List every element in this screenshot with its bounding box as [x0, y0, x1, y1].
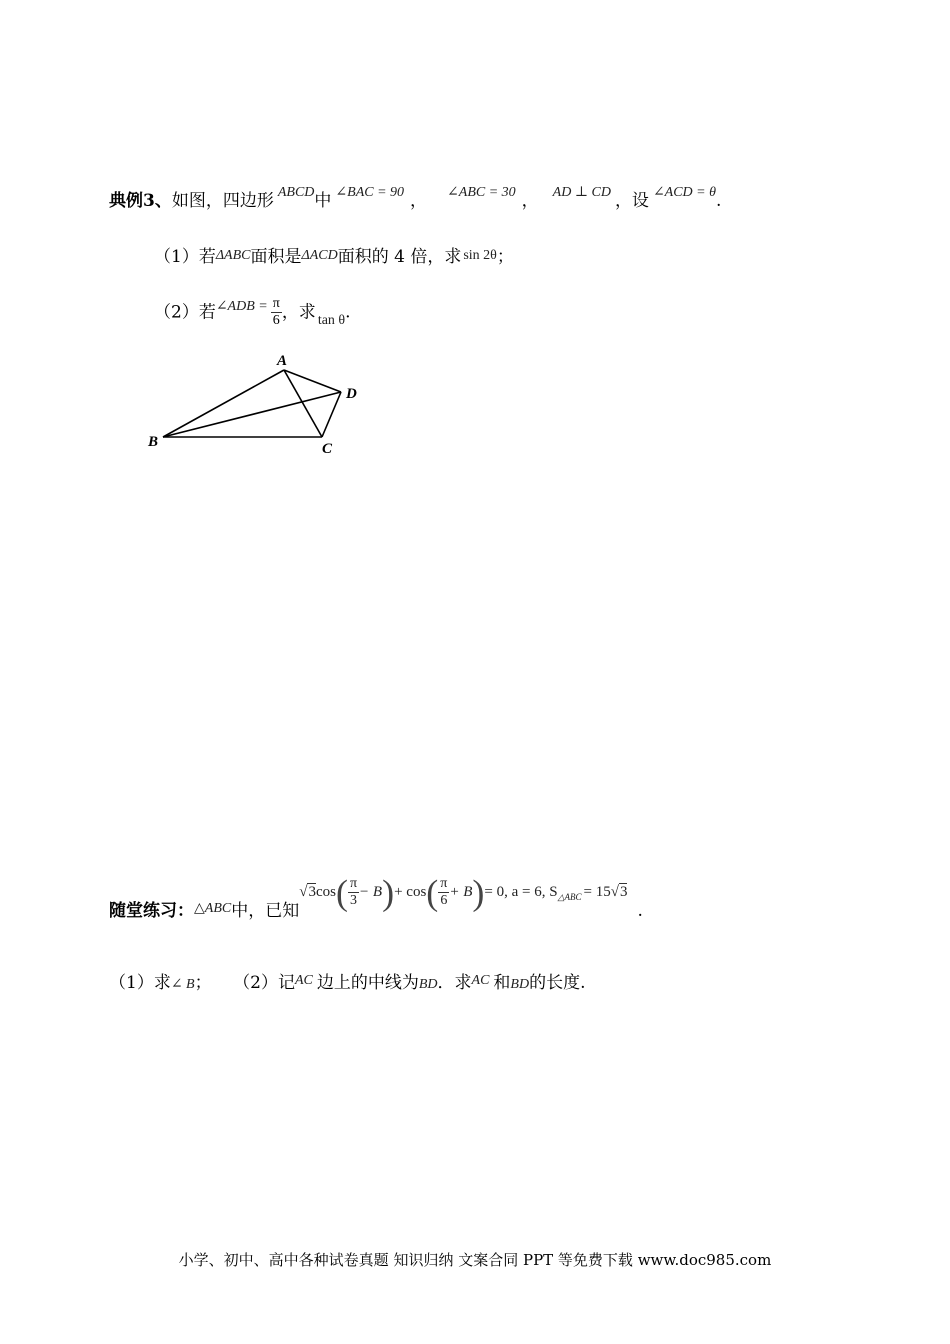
- practice-title: 随堂练习：: [109, 901, 194, 921]
- practice-questions: [109, 972, 585, 996]
- frac1-den: 3: [349, 893, 357, 909]
- practice-tri: △ABC: [194, 901, 232, 916]
- example-period: .: [716, 191, 722, 211]
- angle-acd: ∠ACD = θ: [652, 185, 716, 200]
- formula-minus-b: − B: [359, 884, 383, 900]
- paren-open-2: (: [426, 872, 439, 913]
- q1-prefix: （1）若: [154, 247, 216, 267]
- question-1: [154, 246, 514, 270]
- q1-end: ；: [496, 247, 514, 267]
- label-b: B: [148, 434, 159, 450]
- angle-abc: ∠ABC = 30: [447, 185, 516, 200]
- formula-frac2: [438, 876, 449, 909]
- label-a: A: [277, 353, 288, 369]
- quadrilateral-figure: [140, 345, 380, 465]
- formula-plus-b: + B: [449, 884, 473, 900]
- example-heading: [109, 185, 722, 214]
- pq-bd-1: BD: [418, 977, 438, 992]
- paren-close-1: ): [382, 872, 395, 913]
- segment-ac: [284, 370, 322, 437]
- q1-tri-abc: ΔABC: [215, 248, 251, 263]
- pq-and: 和: [493, 973, 511, 993]
- practice-mid: 中，已知: [231, 901, 300, 921]
- pq-2-mid: 边上的中线为: [316, 973, 419, 993]
- pq-1: （1）求: [109, 973, 171, 993]
- segment-ad: [284, 370, 341, 392]
- paren-close-2: ): [472, 872, 485, 913]
- label-c: C: [322, 441, 333, 457]
- figure-lines: [163, 370, 341, 437]
- frac2-num: π: [440, 876, 448, 892]
- q1-expr: sin 2θ: [463, 248, 497, 263]
- pq-1-end: ；: [194, 973, 212, 993]
- formula-sqrt3b: 3: [619, 884, 628, 900]
- q2-mid: ，求: [281, 302, 316, 323]
- q2-prefix: （2）若: [154, 302, 216, 323]
- paren-open-1: (: [335, 872, 348, 913]
- q1-mid: 面积是: [250, 247, 302, 267]
- practice-period: .: [637, 901, 643, 921]
- example-title: 典例3、: [109, 191, 172, 211]
- formula-tail: = 0, a = 6, S: [484, 884, 558, 900]
- q1-tri-acd: ΔACD: [301, 248, 338, 263]
- formula-frac1: [348, 876, 359, 909]
- pq-2-end: 的长度.: [529, 973, 586, 993]
- segment-ba: [163, 370, 284, 437]
- q2-fraction: [271, 296, 282, 329]
- pq-ac-2: AC: [471, 973, 490, 988]
- frac1-num: π: [349, 876, 358, 892]
- q2-expr: tan θ: [317, 312, 346, 328]
- page-footer: 小学、初中、高中各种试卷真题 知识归纳 文案合同 PPT 等免费下载 www.doc985.com: [178, 1251, 772, 1269]
- segment-bd: [163, 392, 341, 437]
- formula-sqrt3: 3: [308, 884, 316, 900]
- pq-2: （2）记: [241, 973, 295, 993]
- ad-perp-cd: AD ⊥ CD: [552, 185, 611, 200]
- pq-2-mid2: ．求: [437, 973, 472, 993]
- comma-1: ，: [410, 191, 428, 211]
- q2-end: .: [345, 302, 351, 323]
- pq-angle-b: ∠ B: [170, 977, 195, 992]
- pq-bd-2: BD: [510, 977, 530, 992]
- q1-rest: 面积的 4 倍，求: [337, 247, 462, 267]
- label-d: D: [346, 386, 357, 402]
- segment-cd: [322, 392, 341, 437]
- formula-cos1: cos: [315, 884, 336, 900]
- frac2-den: 6: [440, 893, 448, 909]
- formula-eq15: = 15: [583, 884, 611, 900]
- formula-plus-cos: + cos: [394, 884, 427, 900]
- quad-abcd: ABCD: [277, 185, 315, 200]
- set-text: ，设: [614, 191, 649, 211]
- practice-formula: √3cos( $\frac{\pi}{3}$ − B)+ cos( $\frac{\pi}{6}$ + B)= 0, a = 6, $S_{\triangle ABC} = 15√3$: [299, 872, 628, 913]
- formula-sub: △ABC: [557, 892, 582, 902]
- zhong-text: 中: [314, 191, 332, 211]
- pq-ac-1: AC: [294, 973, 313, 988]
- question-2: [154, 292, 351, 333]
- comma-2: ，: [521, 191, 539, 211]
- q2-frac-den: 6: [272, 313, 280, 328]
- practice-heading: [109, 872, 643, 940]
- q2-frac-num: π: [272, 296, 280, 311]
- q2-angle: ∠ADB =: [215, 298, 268, 314]
- angle-bac: ∠BAC = 90: [335, 185, 405, 200]
- example-intro: 如图，四边形: [171, 191, 274, 211]
